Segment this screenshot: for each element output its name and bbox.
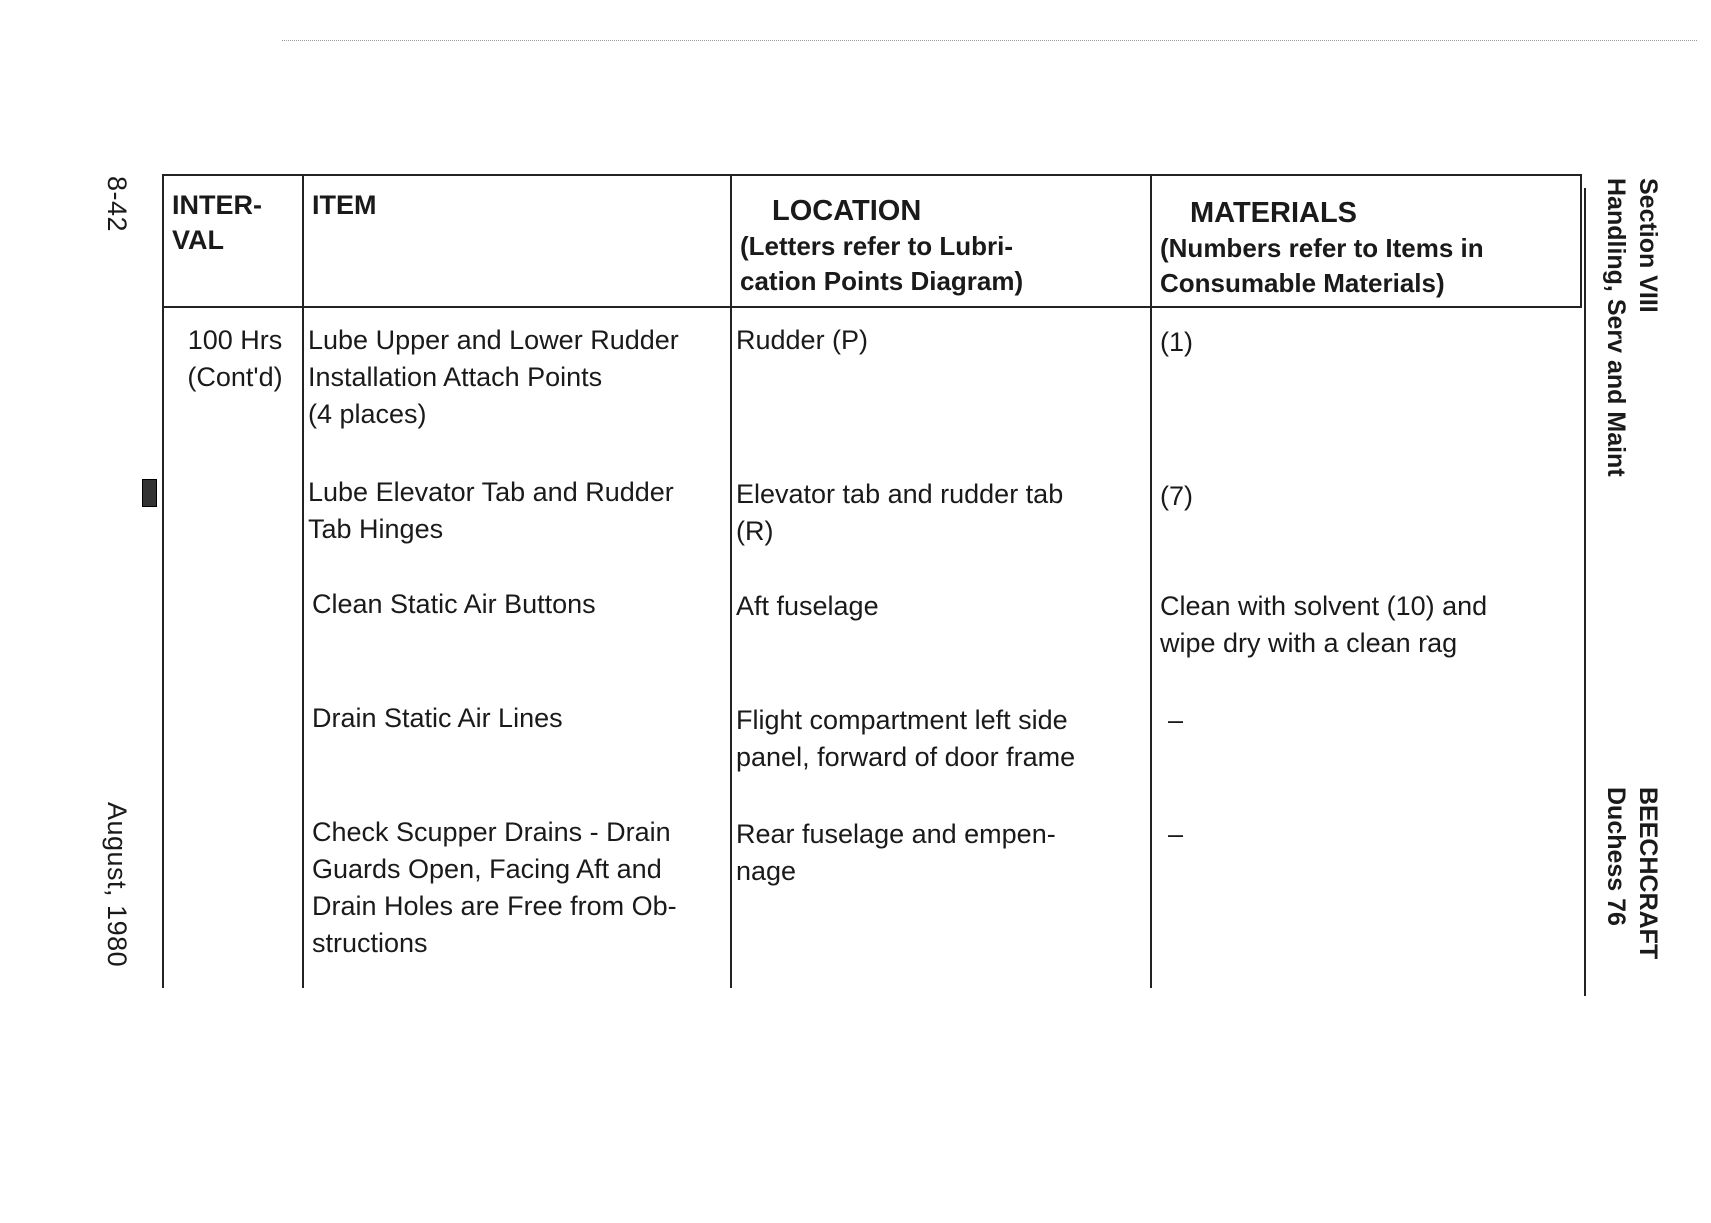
header-item: ITEM: [312, 190, 377, 220]
row-3-location: Aft fuselage: [736, 591, 879, 621]
row-1-location: Rudder (P): [736, 325, 869, 355]
row-5-location: Rear fuselage and empen- nage: [736, 819, 1056, 886]
header-interval: INTER- VAL: [172, 190, 262, 255]
aircraft-model: Duchess 76: [1602, 787, 1630, 926]
header-location-note: (Letters refer to Lubri- cation Points Diagram): [740, 231, 1024, 296]
lubrication-table: [162, 174, 1582, 988]
section-number: Section VIII: [1634, 178, 1662, 313]
page-number: 8-42: [102, 176, 132, 233]
row-2-materials: (7): [1160, 481, 1193, 511]
interval-value: 100 Hrs (Cont'd): [187, 325, 283, 392]
column-rule-location: [1150, 174, 1152, 988]
row-1-materials: (1): [1160, 327, 1193, 357]
header-location-title: LOCATION: [772, 195, 922, 227]
row-2-location: Elevator tab and rudder tab (R): [736, 479, 1064, 546]
manufacturer-name: BEECHCRAFT: [1634, 787, 1662, 960]
section-header: [1600, 178, 1664, 477]
revision-bar-mark: [142, 479, 157, 507]
header-materials-note: (Numbers refer to Items in Consumable Materials): [1160, 233, 1484, 298]
row-3-item: Clean Static Air Buttons: [312, 589, 596, 619]
row-2-item: Lube Elevator Tab and Rudder Tab Hinges: [308, 477, 674, 544]
column-rule-left: [162, 174, 164, 988]
column-rule-interval: [302, 174, 304, 988]
top-dotted-rule: [282, 40, 1697, 41]
header-bottom-rule: [162, 306, 1582, 308]
aircraft-header: [1600, 787, 1664, 959]
table-top-rule: [162, 174, 1582, 176]
column-rule-right: [1580, 174, 1582, 306]
row-5-materials: –: [1168, 819, 1184, 849]
right-margin-rule: [1584, 188, 1586, 996]
row-3-materials: Clean with solvent (10) and wipe dry with a clean rag: [1160, 591, 1488, 658]
header-location: [740, 194, 1140, 299]
row-4-location: Flight compartment left side panel, forward of door frame: [736, 705, 1076, 772]
header-materials-title: MATERIALS: [1190, 197, 1358, 229]
header-materials: [1160, 196, 1570, 301]
row-5-item: Check Scupper Drains - Drain Guards Open, Facing Aft and Drain Holes are Free from Ob- structions: [312, 817, 677, 958]
row-1-item: Lube Upper and Lower Rudder Installation Attach Points (4 places): [308, 325, 679, 429]
row-4-item: Drain Static Air Lines: [312, 703, 563, 733]
edition-date: August, 1980: [102, 802, 132, 968]
section-title: Handling, Serv and Maint: [1602, 178, 1630, 477]
row-4-materials: –: [1168, 705, 1184, 735]
column-rule-item: [730, 174, 732, 988]
